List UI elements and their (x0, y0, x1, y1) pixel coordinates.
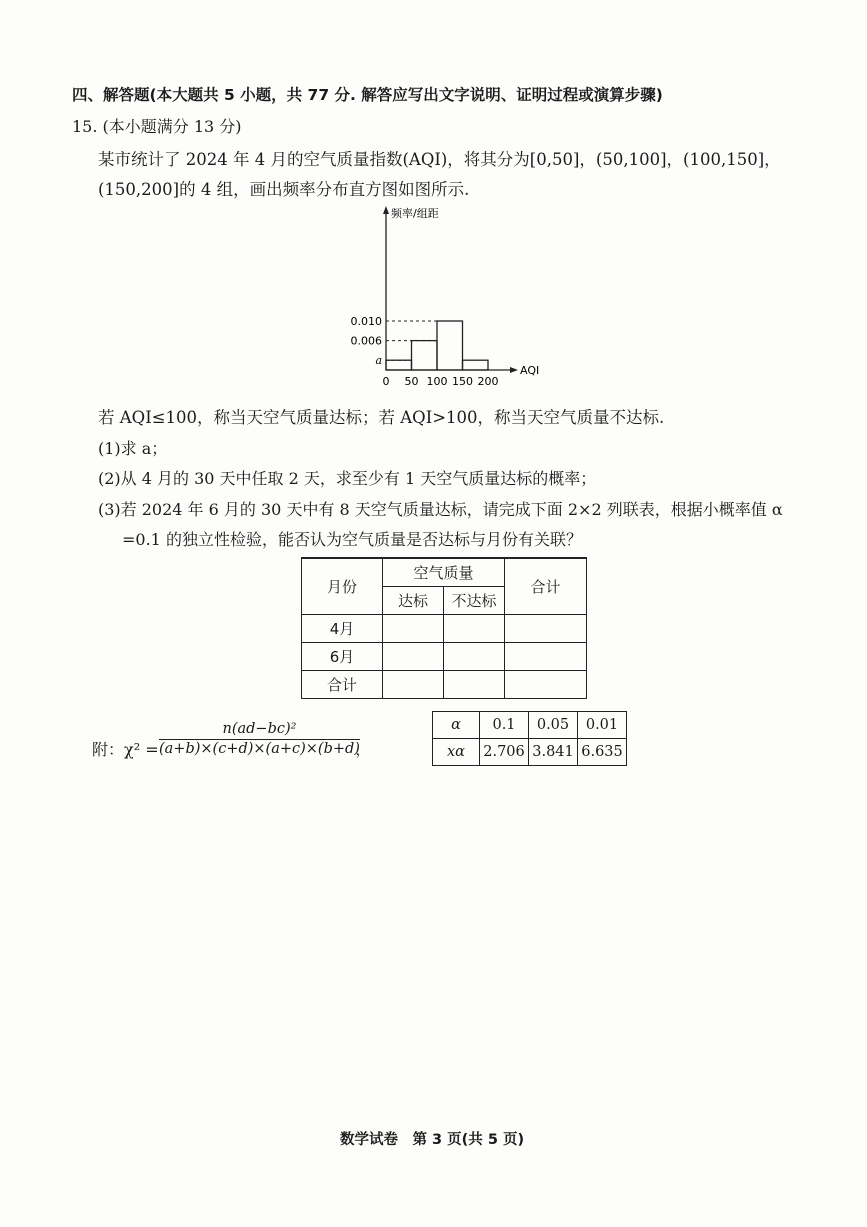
blank-cell (505, 615, 587, 643)
x-tick-label: 150 (452, 375, 473, 388)
y-tick-label: 0.006 (350, 334, 382, 348)
blank-cell (383, 671, 444, 699)
question-part-1: (1)求 a； (98, 439, 168, 458)
fraction-bar (159, 739, 360, 740)
critical-value: 2.706 (480, 739, 529, 766)
blank-cell (383, 615, 444, 643)
question-number: 15. (本小题满分 13 分) (72, 117, 242, 136)
x-tick-label: 100 (426, 375, 448, 388)
y-tick-label: a (375, 354, 382, 368)
y-axis-label: 频率/组距 (391, 207, 439, 220)
alpha-value: 0.1 (480, 712, 529, 739)
question-part-3-line-2: =0.1 的独立性检验，能否认为空气质量是否达标与月份有关联？ (122, 530, 582, 549)
contingency-table (301, 557, 587, 699)
fraction-denominator: (a+b)×(c+d)×(a+c)×(b+d) (159, 741, 360, 757)
alpha-value: 0.01 (578, 712, 627, 739)
question-condition: 若 AQI≤100，称当天空气质量达标；若 AQI>100，称当天空气质量不达标. (98, 408, 665, 427)
table-row (302, 643, 587, 671)
x-tick-label: 200 (477, 375, 499, 388)
critical-value-table (432, 711, 627, 766)
comma: ， (355, 743, 370, 759)
appendix-label: 附：χ² = (92, 740, 159, 759)
x-tick-label: 50 (404, 375, 419, 388)
critical-value: 6.635 (578, 739, 627, 766)
blank-cell (383, 643, 444, 671)
x-axis-label: AQI (520, 364, 540, 377)
blank-cell (444, 615, 505, 643)
table-row (302, 671, 587, 699)
question-stem-line-2: (150,200]的 4 组，画出频率分布直方图如图所示. (98, 180, 470, 199)
question-stem-line-1: 某市统计了 2024 年 4 月的空气质量指数(AQI)，将其分为[0,50]，(50,100]，(100,150]， (98, 150, 781, 169)
histogram-bar (463, 360, 489, 370)
blank-cell (505, 643, 587, 671)
row-label: 合计 (302, 671, 383, 699)
header-air-quality: 空气质量 (383, 558, 505, 587)
frequency-histogram (345, 198, 560, 388)
header-fail: 不达标 (444, 587, 505, 615)
blank-cell (505, 671, 587, 699)
header-month: 月份 (302, 558, 383, 615)
section-header: 四、解答题(本大题共 5 小题，共 77 分. 解答应写出文字说明、证明过程或演算步骤) (72, 86, 663, 104)
histogram-bar (386, 360, 412, 370)
critical-value: 3.841 (529, 739, 578, 766)
x-alpha-label: xα (433, 739, 480, 766)
alpha-value: 0.05 (529, 712, 578, 739)
table-row (302, 615, 587, 643)
blank-cell (444, 643, 505, 671)
question-part-3-line-1: (3)若 2024 年 6 月的 30 天中有 8 天空气质量达标，请完成下面 2×2 列联表，根据小概率值 α (98, 500, 783, 519)
page-footer: 数学试卷 第 3 页(共 5 页) (340, 1132, 525, 1148)
histogram-bar (412, 341, 438, 370)
row-label: 4月 (302, 615, 383, 643)
histogram-bar (437, 321, 463, 370)
x-tick-label: 0 (382, 375, 390, 388)
fraction-numerator: n(ad−bc)² (222, 721, 297, 737)
alpha-label: α (433, 712, 480, 739)
header-total: 合计 (505, 558, 587, 615)
header-pass: 达标 (383, 587, 444, 615)
x-axis-arrow (510, 367, 518, 373)
y-tick-label: 0.010 (350, 315, 382, 328)
y-axis-arrow (383, 206, 389, 214)
row-label: 6月 (302, 643, 383, 671)
chi-square-fraction (159, 721, 370, 759)
question-part-2: (2)从 4 月的 30 天中任取 2 天，求至少有 1 天空气质量达标的概率； (98, 469, 597, 488)
blank-cell (444, 671, 505, 699)
